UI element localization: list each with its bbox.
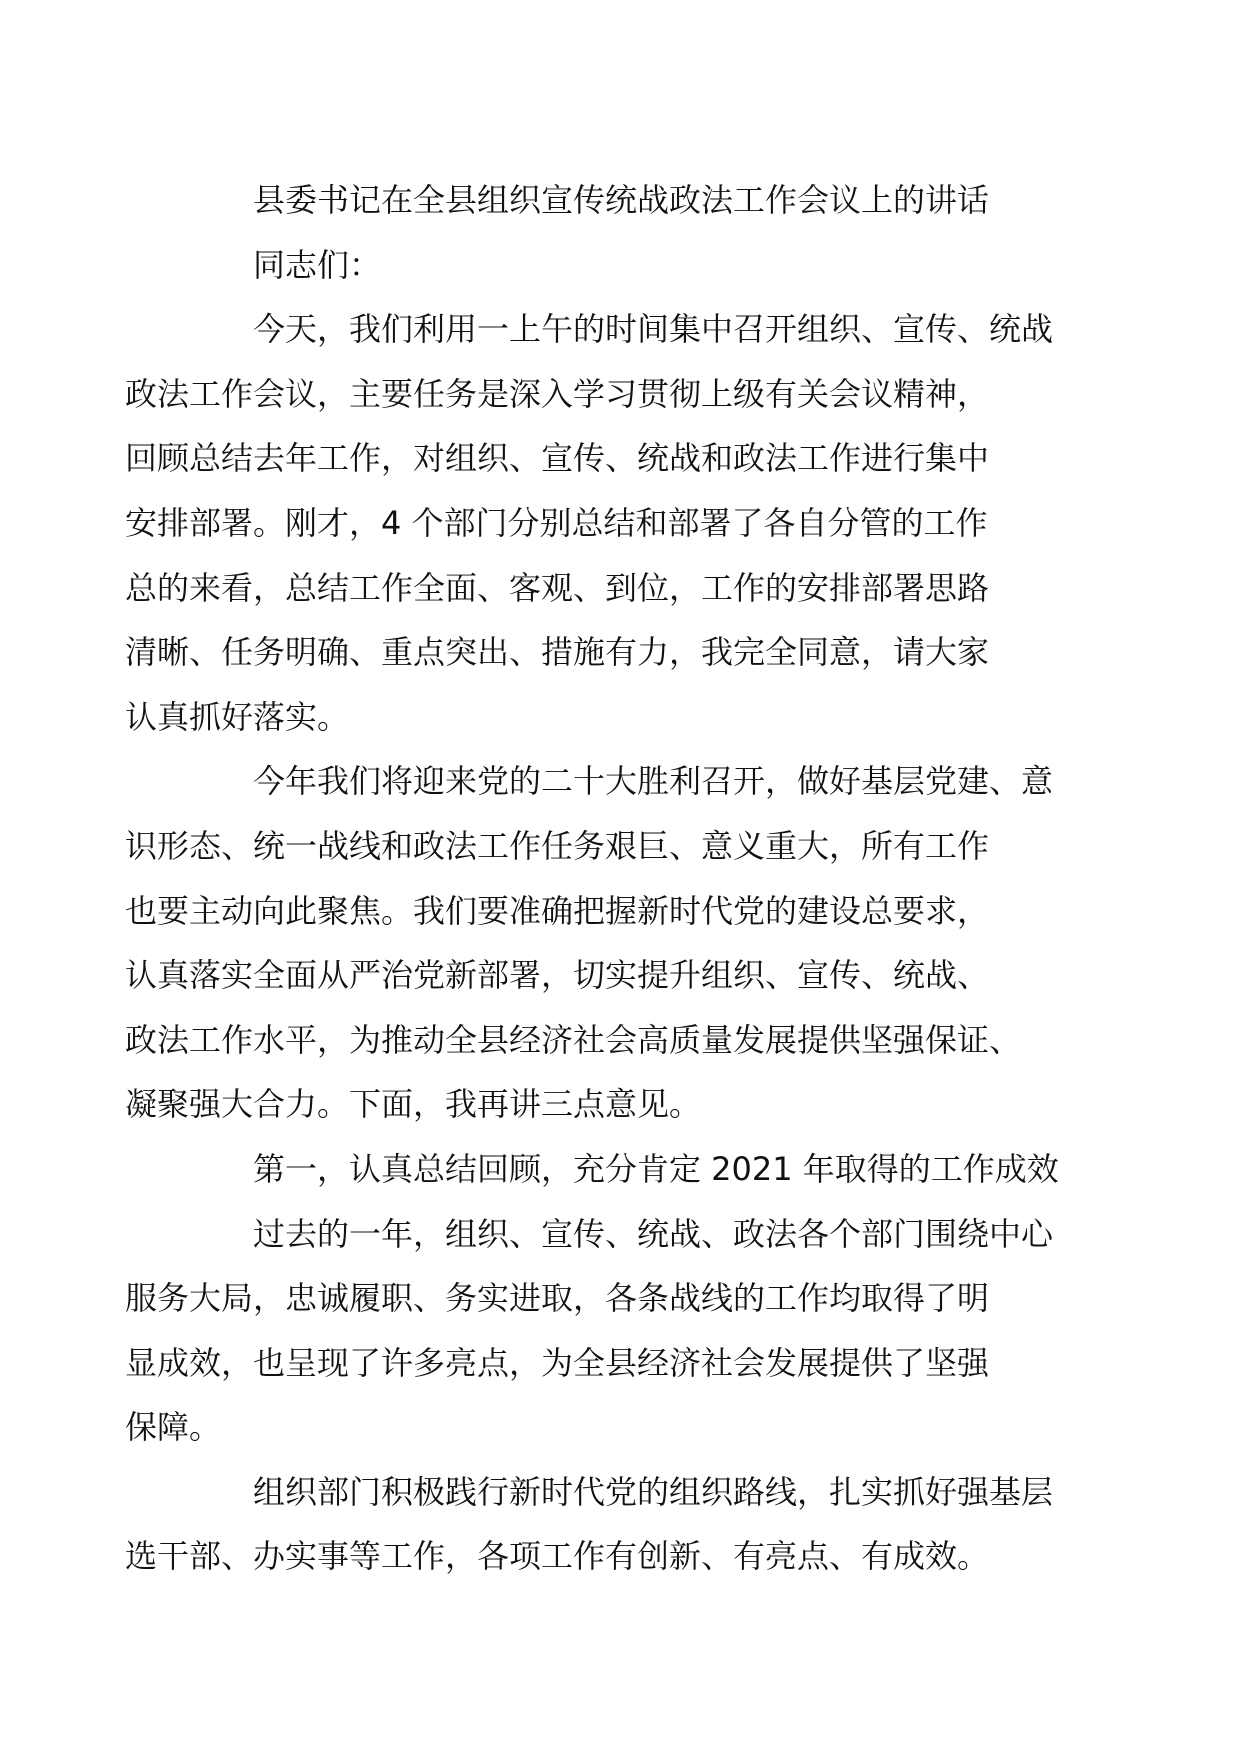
paragraph-line: 安排部署。刚才，4 个部门分别总结和部署了各自分管的工作 [125,503,988,542]
paragraph-line: 认真落实全面从严治党新部署，切实提升组织、宣传、统战、 [125,956,990,995]
paragraph-line: 凝聚强大合力。下面，我再讲三点意见。 [125,1085,702,1124]
paragraph-line: 显成效，也呈现了许多亮点，为全县经济社会发展提供了坚强 [125,1343,990,1382]
section-heading-1 [189,1137,1089,1202]
paragraph-line: 也要主动向此聚焦。我们要准确把握新时代党的建设总要求， [125,891,990,930]
paragraph-line: 选干部、办实事等工作，各项工作有创新、有亮点、有成效。 [125,1537,990,1576]
paragraph-line: 今年我们将迎来党的二十大胜利召开，做好基层党建、意 [253,762,1054,801]
heading-line: 第一，认真总结回顾，充分肯定 2021 年取得的工作成效 [253,1149,1059,1188]
paragraph-3 [125,1202,1089,1460]
paragraph-line: 政法工作水平，为推动全县经济社会高质量发展提供坚强保证、 [125,1020,1022,1059]
paragraph-line: 过去的一年，组织、宣传、统战、政法各个部门围绕中心 [253,1214,1054,1253]
paragraph-line: 服务大局，忠诚履职、务实进取，各条战线的工作均取得了明 [125,1279,990,1318]
paragraph-line: 识形态、统一战线和政法工作任务艰巨、意义重大，所有工作 [125,826,990,865]
paragraph-1 [125,297,1089,749]
paragraph-line: 组织部门积极践行新时代党的组织路线，扎实抓好强基层 [253,1472,1054,1511]
paragraph-line: 认真抓好落实。 [125,697,350,736]
paragraph-4 [125,1460,1089,1589]
salutation: 同志们： [253,245,382,284]
paragraph-2 [125,749,1089,1137]
paragraph-line: 清晰、任务明确、重点突出、措施有力，我完全同意，请大家 [125,633,990,672]
document-body [125,168,1089,1589]
document-title: 县委书记在全县组织宣传统战政法工作会议上的讲话 [253,181,990,219]
paragraph-line: 政法工作会议，主要任务是深入学习贯彻上级有关会议精神， [125,374,990,413]
paragraph-line: 总的来看，总结工作全面、客观、到位，工作的安排部署思路 [125,568,990,607]
paragraph-line: 今天，我们利用一上午的时间集中召开组织、宣传、统战 [253,310,1054,349]
paragraph-line: 回顾总结去年工作，对组织、宣传、统战和政法工作进行集中 [125,439,990,478]
paragraph-line: 保障。 [125,1408,222,1447]
